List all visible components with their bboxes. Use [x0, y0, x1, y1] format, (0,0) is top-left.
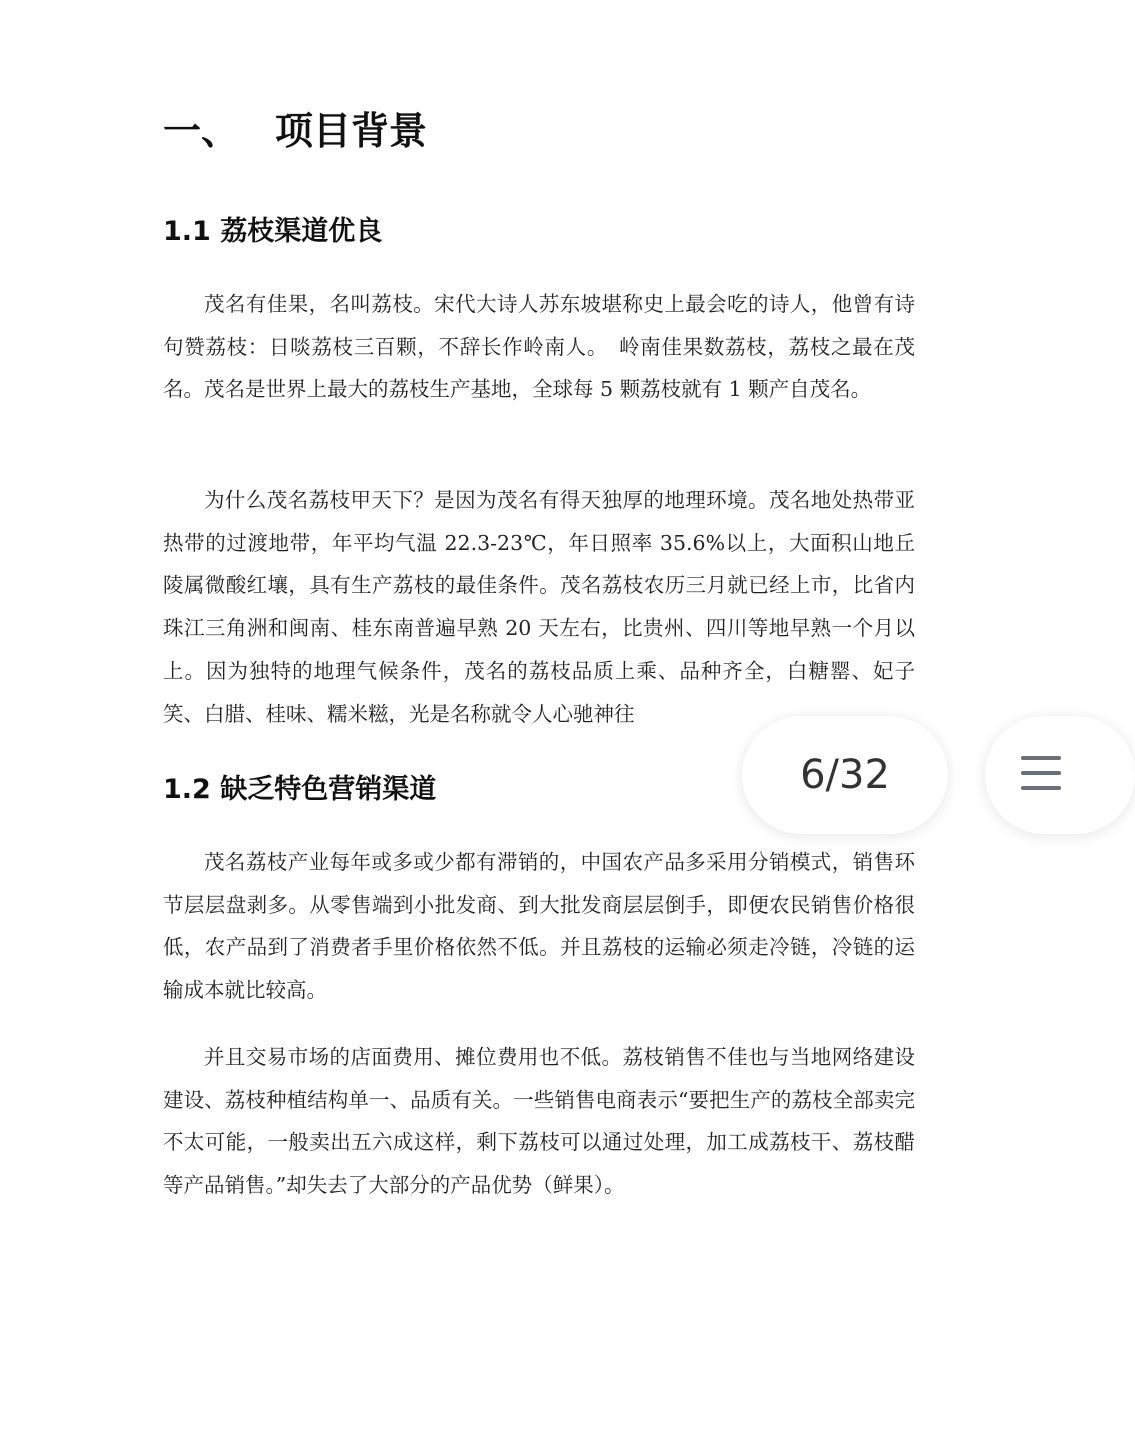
paragraph: 为什么茂名荔枝甲天下？是因为茂名有得天独厚的地理环境。茂名地处热带亚热带的过渡地带，年平均气温 22.3-23℃，年日照率 35.6%以上，大面积山地丘陵属微酸红壤，具有生产荔枝的最佳条件。茂名荔枝农历三月就已经上市，比省内珠江三角洲和闽南、桂东南普遍早熟 20 天左右，比贵州、四川等地早熟一个月以上。因为独特的地理气候条件，茂名的荔枝品质上乘、品种齐全，白糖罂、妃子笑、白腊、桂味、糯米糍，光是名称就令人心驰神往: [163, 488, 915, 726]
chapter-number: 一、: [163, 109, 240, 153]
chapter-heading: [163, 104, 427, 158]
chapter-title: 项目背景: [275, 109, 428, 153]
page-indicator[interactable]: [742, 716, 948, 834]
hamburger-menu-icon: [1021, 756, 1061, 792]
paragraph: 并且交易市场的店面费用、摊位费用也不低。荔枝销售不佳也与当地网络建设建设、荔枝种植结构单一、品质有关。一些销售电商表示“要把生产的荔枝全部卖完不太可能，一般卖出五六成这样，剩下荔枝可以通过处理，加工成荔枝干、荔枝醋等产品销售。”却失去了大部分的产品优势（鲜果）。: [163, 1045, 915, 1198]
section-heading-1-2: 1.2 缺乏特色营销渠道: [163, 774, 437, 805]
section-heading-1-1: 1.1 荔枝渠道优良: [163, 216, 383, 247]
paragraph: 茂名有佳果，名叫荔枝。宋代大诗人苏东坡堪称史上最会吃的诗人，他曾有诗句赞荔枝：日啖荔枝三百颗，不辞长作岭南人。 岭南佳果数荔枝，荔枝之最在茂名。茂名是世界上最大的荔枝生产基地，全球每 5 颗荔枝就有 1 颗产自茂名。: [163, 292, 915, 402]
page-indicator-text: 6/32: [800, 752, 890, 798]
menu-button[interactable]: [985, 716, 1135, 834]
paragraph: 茂名荔枝产业每年或多或少都有滞销的，中国农产品多采用分销模式，销售环节层层盘剥多。从零售端到小批发商、到大批发商层层倒手，即便农民销售价格很低，农产品到了消费者手里价格依然不低。并且荔枝的运输必须走冷链，冷链的运输成本就比较高。: [163, 850, 915, 1003]
